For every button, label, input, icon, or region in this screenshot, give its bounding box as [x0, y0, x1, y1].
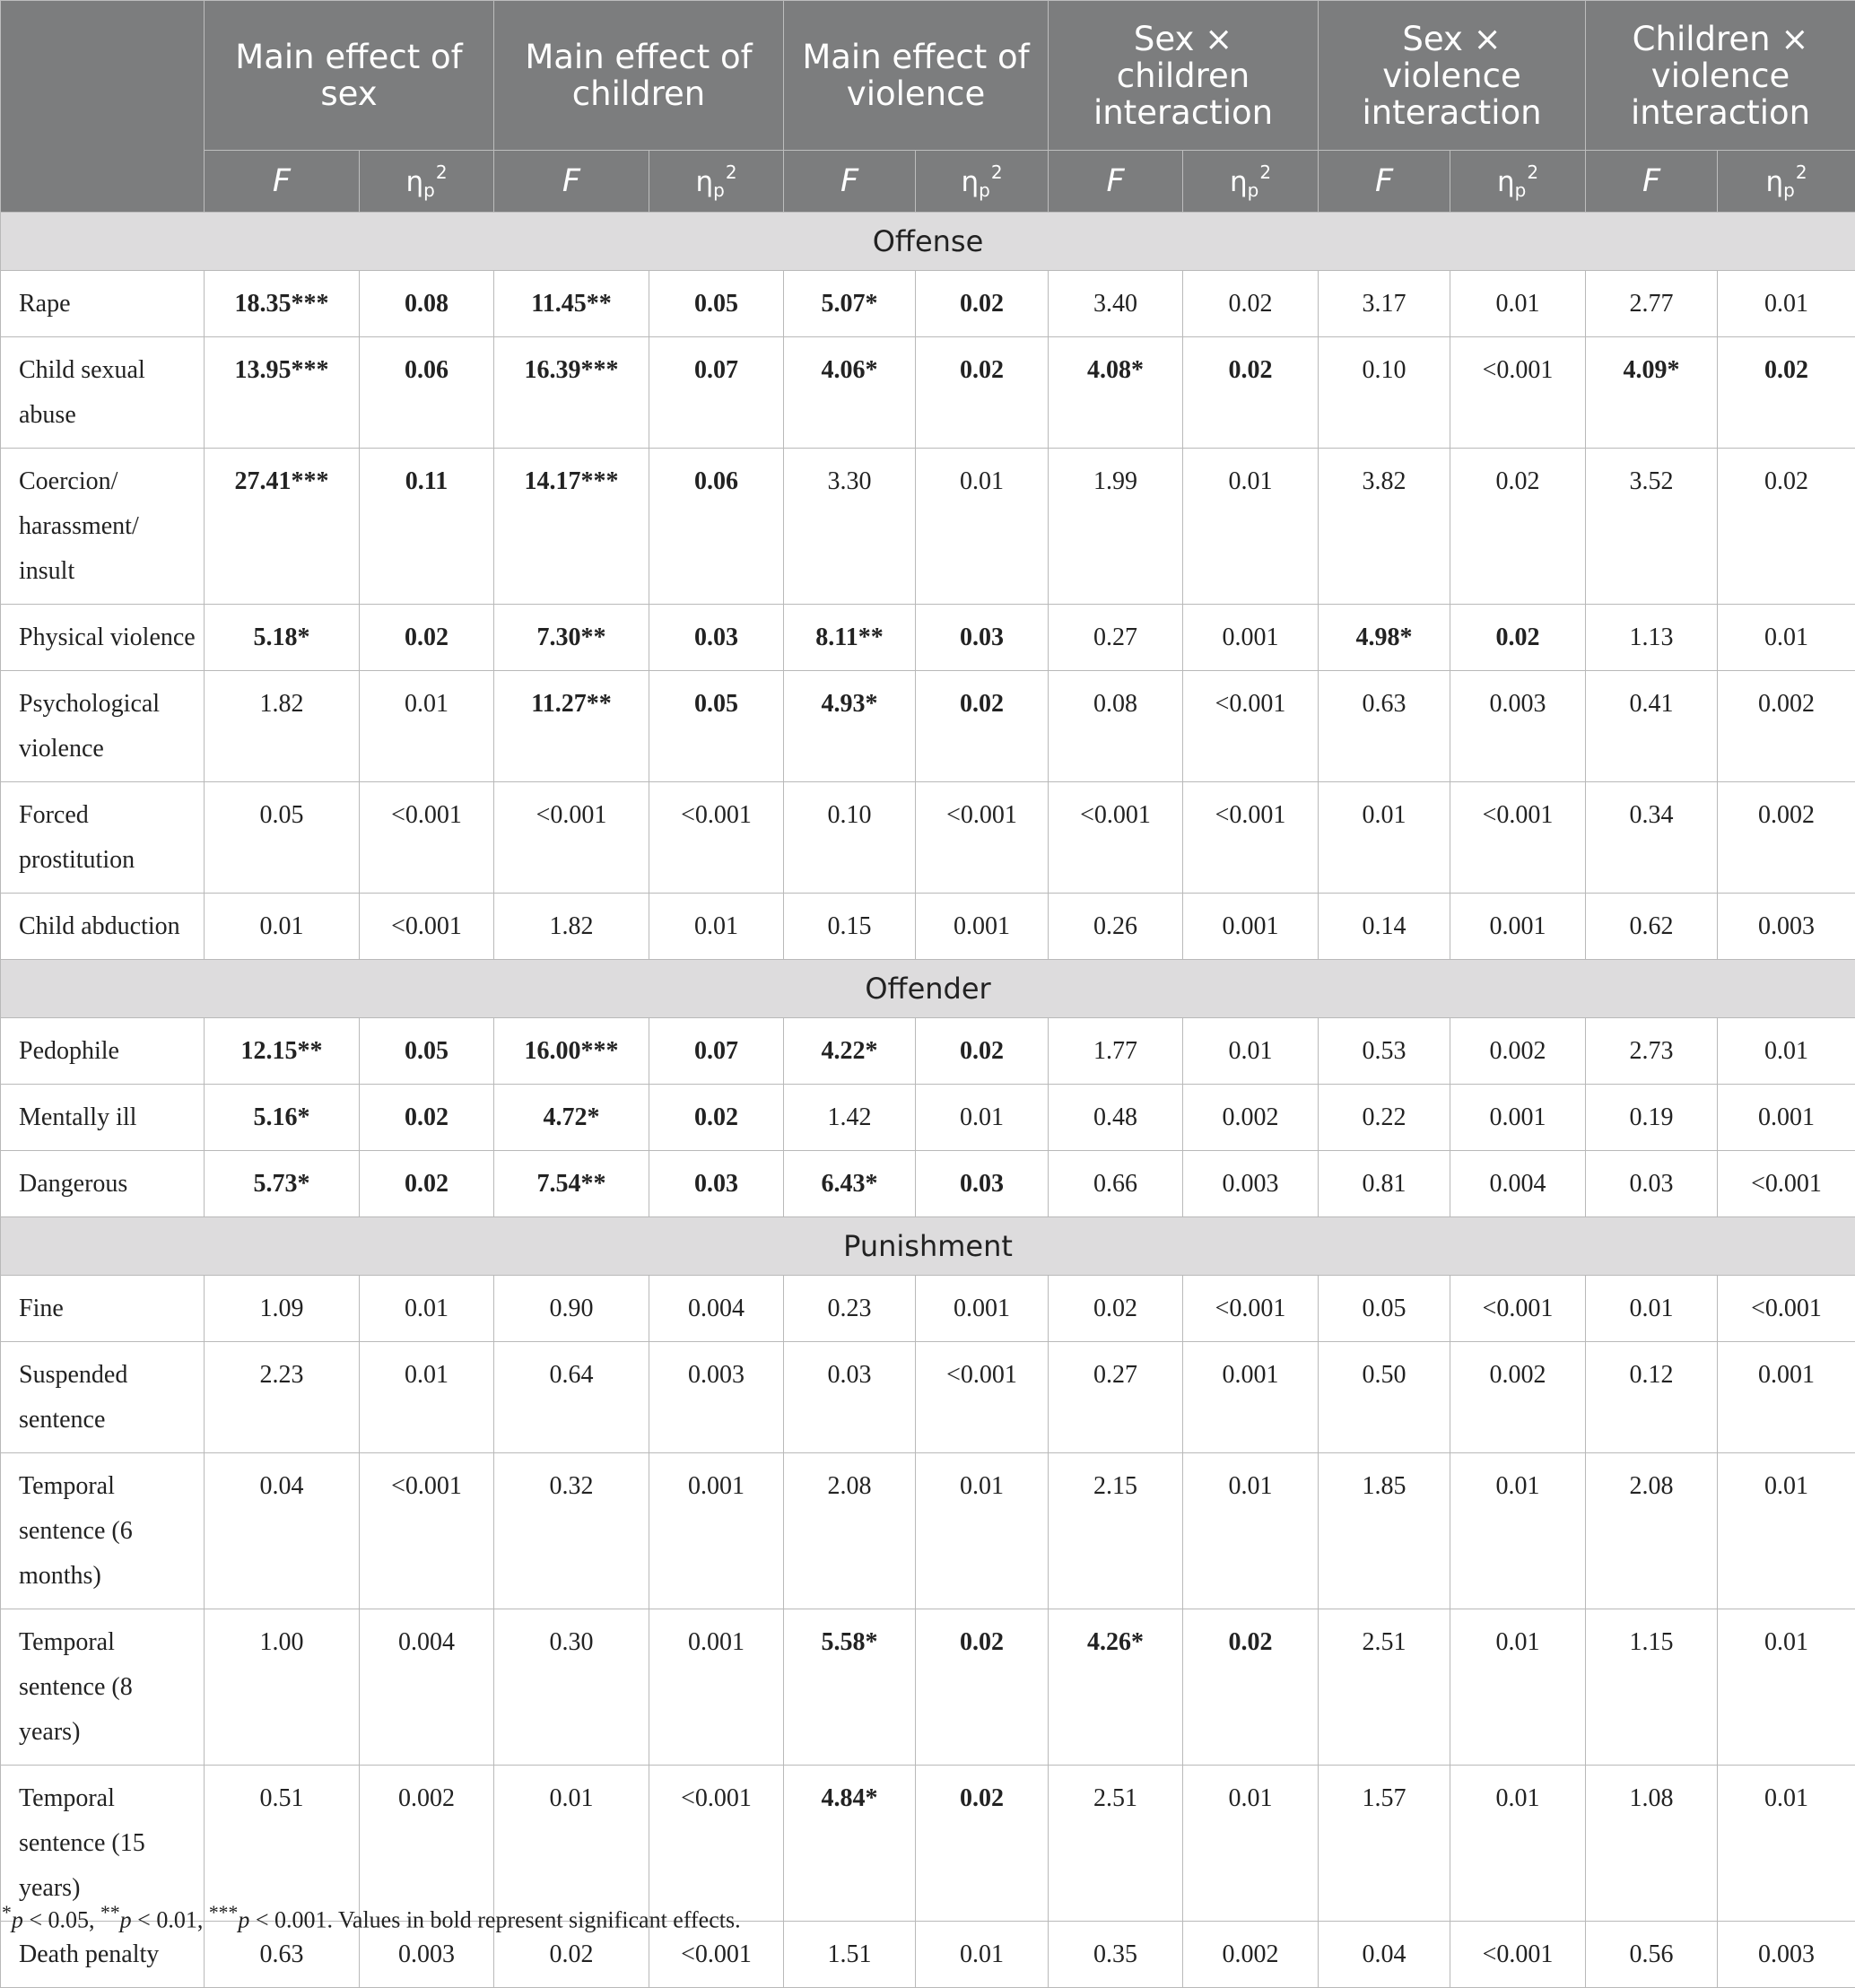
table-row: [1, 1453, 1855, 1609]
row-label: Rape: [1, 271, 205, 337]
partial-eta-squared-header: [649, 151, 784, 213]
eta-symbol: [1765, 166, 1807, 198]
eta-value-cell: 0.02: [916, 671, 1049, 782]
f-value-cell: <0.001: [1049, 782, 1183, 894]
f-value-cell: 0.04: [1319, 1922, 1450, 1988]
eta-value-cell: 0.02: [1718, 337, 1855, 449]
eta-value-cell: 0.01: [916, 1453, 1049, 1609]
f-value-cell: 0.03: [1586, 1151, 1718, 1217]
eta-value-cell: 0.002: [1183, 1922, 1319, 1988]
f-value-cell: 3.82: [1319, 449, 1450, 605]
eta-value-cell: 0.02: [916, 1609, 1049, 1766]
footnote-p: p: [120, 1907, 132, 1933]
eta-value-cell: 0.002: [1183, 1085, 1319, 1151]
f-value-cell: 0.62: [1586, 894, 1718, 960]
f-value-cell: 0.53: [1319, 1018, 1450, 1085]
f-value-cell: 1.15: [1586, 1609, 1718, 1766]
f-value-cell: 7.54**: [494, 1151, 649, 1217]
f-value-cell: 6.43*: [784, 1151, 916, 1217]
row-label: Psychological violence: [1, 671, 205, 782]
f-value-cell: 1.85: [1319, 1453, 1450, 1609]
f-value-cell: 0.03: [784, 1342, 916, 1453]
table-footnote: [0, 1902, 741, 1934]
eta-value-cell: <0.001: [360, 1453, 494, 1609]
eta-subscript: p: [1515, 179, 1527, 201]
row-label: Forced prostitution: [1, 782, 205, 894]
eta-value-cell: 0.001: [1183, 1342, 1319, 1453]
f-symbol: F: [840, 163, 858, 199]
row-label: Coercion/ harassment/ insult: [1, 449, 205, 605]
eta-value-cell: 0.003: [1718, 894, 1855, 960]
f-value-cell: 1.08: [1586, 1766, 1718, 1922]
f-symbol: F: [1642, 163, 1660, 199]
f-value-cell: 4.26*: [1049, 1609, 1183, 1766]
f-value-cell: 0.12: [1586, 1342, 1718, 1453]
f-value-cell: 4.22*: [784, 1018, 916, 1085]
eta-value-cell: 0.02: [1718, 449, 1855, 605]
eta-subscript: p: [1248, 179, 1259, 201]
eta-subscript: p: [423, 179, 435, 201]
f-value-cell: 0.63: [1319, 671, 1450, 782]
f-value-cell: 11.27**: [494, 671, 649, 782]
eta-value-cell: 0.002: [1718, 671, 1855, 782]
eta-value-cell: 0.003: [1718, 1922, 1855, 1988]
eta-value-cell: 0.03: [649, 605, 784, 671]
f-value-cell: 4.98*: [1319, 605, 1450, 671]
partial-eta-squared-header: [1718, 151, 1855, 213]
eta-value-cell: 0.02: [360, 605, 494, 671]
eta-value-cell: <0.001: [649, 782, 784, 894]
f-value-cell: 1.82: [205, 671, 360, 782]
eta-value-cell: <0.001: [1450, 337, 1586, 449]
f-value-cell: 2.77: [1586, 271, 1718, 337]
eta-value-cell: 0.001: [1718, 1085, 1855, 1151]
eta-value-cell: 0.02: [916, 1018, 1049, 1085]
eta-value-cell: <0.001: [1450, 782, 1586, 894]
f-value-cell: 2.51: [1049, 1766, 1183, 1922]
eta-value-cell: 0.001: [1183, 894, 1319, 960]
table-row: [1, 894, 1855, 960]
eta-value-cell: <0.001: [649, 1766, 784, 1922]
eta-letter: η: [405, 166, 423, 198]
footnote-symbol: ***: [209, 1902, 238, 1923]
eta-value-cell: 0.001: [1450, 1085, 1586, 1151]
table-row: [1, 271, 1855, 337]
f-statistic-header: [1586, 151, 1718, 213]
eta-superscript: 2: [436, 161, 448, 183]
f-value-cell: 0.08: [1049, 671, 1183, 782]
eta-value-cell: 0.004: [360, 1609, 494, 1766]
eta-value-cell: 0.003: [649, 1342, 784, 1453]
f-value-cell: 0.22: [1319, 1085, 1450, 1151]
f-value-cell: 1.99: [1049, 449, 1183, 605]
table-row: [1, 1609, 1855, 1766]
eta-value-cell: 0.01: [916, 1922, 1049, 1988]
f-value-cell: 0.48: [1049, 1085, 1183, 1151]
eta-value-cell: 0.01: [1183, 1766, 1319, 1922]
eta-value-cell: <0.001: [649, 1922, 784, 1988]
eta-value-cell: 0.01: [1183, 1018, 1319, 1085]
eta-value-cell: 0.03: [649, 1151, 784, 1217]
eta-value-cell: 0.002: [360, 1766, 494, 1922]
eta-value-cell: 0.01: [1450, 271, 1586, 337]
eta-superscript: 2: [1527, 161, 1538, 183]
eta-value-cell: 0.11: [360, 449, 494, 605]
f-value-cell: 1.42: [784, 1085, 916, 1151]
f-symbol: F: [273, 163, 291, 199]
f-value-cell: 1.77: [1049, 1018, 1183, 1085]
eta-value-cell: 0.001: [649, 1453, 784, 1609]
table-header: [1, 1, 1855, 213]
f-value-cell: 0.14: [1319, 894, 1450, 960]
f-value-cell: 0.41: [1586, 671, 1718, 782]
f-value-cell: 2.23: [205, 1342, 360, 1453]
group-header-row: [1, 1, 1855, 151]
f-value-cell: 1.82: [494, 894, 649, 960]
f-value-cell: 0.26: [1049, 894, 1183, 960]
eta-letter: η: [1765, 166, 1783, 198]
column-group-header: Main effect of violence: [784, 1, 1049, 151]
f-value-cell: 3.17: [1319, 271, 1450, 337]
f-value-cell: 14.17***: [494, 449, 649, 605]
f-value-cell: 0.15: [784, 894, 916, 960]
eta-value-cell: <0.001: [1450, 1276, 1586, 1342]
f-value-cell: 2.15: [1049, 1453, 1183, 1609]
table-row: [1, 337, 1855, 449]
f-value-cell: 0.01: [494, 1766, 649, 1922]
f-value-cell: 0.05: [205, 782, 360, 894]
row-label: Physical violence: [1, 605, 205, 671]
footnote-text: < 0.01,: [132, 1907, 209, 1933]
f-value-cell: 0.50: [1319, 1342, 1450, 1453]
eta-value-cell: 0.02: [360, 1151, 494, 1217]
f-value-cell: 0.05: [1319, 1276, 1450, 1342]
f-value-cell: 0.10: [1319, 337, 1450, 449]
eta-letter: η: [695, 166, 713, 198]
f-value-cell: 0.90: [494, 1276, 649, 1342]
eta-value-cell: 0.003: [360, 1922, 494, 1988]
eta-value-cell: 0.03: [916, 1151, 1049, 1217]
f-value-cell: 0.10: [784, 782, 916, 894]
partial-eta-squared-header: [916, 151, 1049, 213]
column-group-header: Children × violence interaction: [1586, 1, 1855, 151]
f-value-cell: 0.81: [1319, 1151, 1450, 1217]
footnote-text: < 0.001. Values in bold represent significant effects.: [249, 1907, 740, 1933]
f-value-cell: 2.08: [1586, 1453, 1718, 1609]
eta-value-cell: 0.06: [649, 449, 784, 605]
f-value-cell: 0.02: [1049, 1276, 1183, 1342]
f-value-cell: 0.27: [1049, 605, 1183, 671]
partial-eta-squared-header: [1183, 151, 1319, 213]
f-value-cell: 0.04: [205, 1453, 360, 1609]
f-symbol: F: [1375, 163, 1393, 199]
f-value-cell: 1.13: [1586, 605, 1718, 671]
row-label: Temporal sentence (6 months): [1, 1453, 205, 1609]
footnote-p: p: [238, 1907, 249, 1933]
eta-value-cell: 0.02: [360, 1085, 494, 1151]
table-row: [1, 1766, 1855, 1922]
f-value-cell: 0.01: [1319, 782, 1450, 894]
f-statistic-header: [205, 151, 360, 213]
eta-superscript: 2: [991, 161, 1003, 183]
column-group-header: Main effect of sex: [205, 1, 494, 151]
eta-value-cell: 0.01: [1718, 605, 1855, 671]
eta-value-cell: 0.003: [1450, 671, 1586, 782]
eta-superscript: 2: [726, 161, 737, 183]
eta-value-cell: <0.001: [1183, 782, 1319, 894]
eta-value-cell: <0.001: [360, 782, 494, 894]
eta-value-cell: 0.01: [1450, 1453, 1586, 1609]
eta-symbol: [695, 166, 736, 198]
f-value-cell: 4.08*: [1049, 337, 1183, 449]
eta-value-cell: <0.001: [1718, 1276, 1855, 1342]
footnote-symbol: *: [2, 1902, 12, 1923]
column-group-header: Main effect of children: [494, 1, 784, 151]
table-row: [1, 782, 1855, 894]
f-value-cell: 16.39***: [494, 337, 649, 449]
eta-value-cell: 0.05: [649, 271, 784, 337]
header-corner: [1, 1, 205, 213]
eta-value-cell: 0.002: [1450, 1018, 1586, 1085]
f-value-cell: 5.58*: [784, 1609, 916, 1766]
eta-value-cell: 0.01: [1718, 1609, 1855, 1766]
f-value-cell: 4.72*: [494, 1085, 649, 1151]
f-value-cell: 0.27: [1049, 1342, 1183, 1453]
eta-value-cell: 0.05: [360, 1018, 494, 1085]
row-label: Mentally ill: [1, 1085, 205, 1151]
f-value-cell: 5.16*: [205, 1085, 360, 1151]
column-group-header: Sex × violence interaction: [1319, 1, 1586, 151]
eta-symbol: [405, 166, 447, 198]
eta-value-cell: 0.02: [1450, 605, 1586, 671]
f-symbol: F: [562, 163, 580, 199]
f-statistic-header: [784, 151, 916, 213]
section-label: Punishment: [1, 1217, 1855, 1276]
f-value-cell: <0.001: [494, 782, 649, 894]
eta-value-cell: 0.01: [649, 894, 784, 960]
table-body: [1, 213, 1855, 1988]
f-value-cell: 12.15**: [205, 1018, 360, 1085]
f-value-cell: 13.95***: [205, 337, 360, 449]
eta-letter: η: [1497, 166, 1515, 198]
row-label: Temporal sentence (8 years): [1, 1609, 205, 1766]
f-value-cell: 0.01: [205, 894, 360, 960]
table-row: [1, 1276, 1855, 1342]
f-value-cell: 8.11**: [784, 605, 916, 671]
eta-value-cell: 0.001: [1450, 894, 1586, 960]
eta-letter: η: [1230, 166, 1248, 198]
eta-value-cell: <0.001: [1183, 671, 1319, 782]
eta-value-cell: 0.01: [1450, 1609, 1586, 1766]
f-value-cell: 1.00: [205, 1609, 360, 1766]
eta-value-cell: 0.07: [649, 1018, 784, 1085]
f-value-cell: 5.07*: [784, 271, 916, 337]
eta-superscript: 2: [1796, 161, 1807, 183]
row-label: Temporal sentence (15 years): [1, 1766, 205, 1922]
eta-value-cell: 0.08: [360, 271, 494, 337]
eta-symbol: [1230, 166, 1271, 198]
eta-value-cell: 0.02: [1450, 449, 1586, 605]
f-value-cell: 18.35***: [205, 271, 360, 337]
f-value-cell: 0.34: [1586, 782, 1718, 894]
eta-value-cell: 0.02: [1183, 1609, 1319, 1766]
f-value-cell: 4.09*: [1586, 337, 1718, 449]
f-value-cell: 0.51: [205, 1766, 360, 1922]
eta-value-cell: 0.01: [1718, 1453, 1855, 1609]
f-value-cell: 0.56: [1586, 1922, 1718, 1988]
section-row: [1, 960, 1855, 1018]
f-value-cell: 2.08: [784, 1453, 916, 1609]
eta-value-cell: 0.01: [360, 1342, 494, 1453]
f-value-cell: 0.30: [494, 1609, 649, 1766]
eta-value-cell: 0.002: [1718, 782, 1855, 894]
f-value-cell: 7.30**: [494, 605, 649, 671]
eta-value-cell: 0.03: [916, 605, 1049, 671]
f-value-cell: 5.73*: [205, 1151, 360, 1217]
eta-symbol: [1497, 166, 1538, 198]
eta-subscript: p: [1783, 179, 1795, 201]
f-statistic-header: [1049, 151, 1183, 213]
f-value-cell: 3.52: [1586, 449, 1718, 605]
row-label: Fine: [1, 1276, 205, 1342]
eta-value-cell: 0.001: [1183, 605, 1319, 671]
eta-value-cell: 0.001: [916, 894, 1049, 960]
f-value-cell: 1.51: [784, 1922, 916, 1988]
eta-value-cell: 0.01: [1183, 449, 1319, 605]
row-label: Child sexual abuse: [1, 337, 205, 449]
stat-header-row: [1, 151, 1855, 213]
f-value-cell: 5.18*: [205, 605, 360, 671]
table-row: [1, 1151, 1855, 1217]
f-value-cell: 2.51: [1319, 1609, 1450, 1766]
table-row: [1, 449, 1855, 605]
row-label: Death penalty: [1, 1922, 205, 1988]
table-row: [1, 1018, 1855, 1085]
eta-subscript: p: [713, 179, 725, 201]
f-value-cell: 4.84*: [784, 1766, 916, 1922]
eta-value-cell: 0.01: [360, 1276, 494, 1342]
f-value-cell: 0.64: [494, 1342, 649, 1453]
f-value-cell: 4.93*: [784, 671, 916, 782]
eta-value-cell: <0.001: [916, 782, 1049, 894]
eta-value-cell: 0.004: [649, 1276, 784, 1342]
eta-value-cell: 0.004: [1450, 1151, 1586, 1217]
section-label: Offense: [1, 213, 1855, 271]
f-value-cell: 0.19: [1586, 1085, 1718, 1151]
f-value-cell: 0.66: [1049, 1151, 1183, 1217]
eta-value-cell: 0.001: [649, 1609, 784, 1766]
f-statistic-header: [1319, 151, 1450, 213]
eta-value-cell: 0.003: [1183, 1151, 1319, 1217]
eta-value-cell: 0.001: [1718, 1342, 1855, 1453]
eta-value-cell: 0.02: [649, 1085, 784, 1151]
row-label: Suspended sentence: [1, 1342, 205, 1453]
f-value-cell: 2.73: [1586, 1018, 1718, 1085]
eta-superscript: 2: [1259, 161, 1271, 183]
row-label: Pedophile: [1, 1018, 205, 1085]
footnote-text: < 0.05,: [23, 1907, 100, 1933]
f-value-cell: 3.40: [1049, 271, 1183, 337]
table-row: [1, 671, 1855, 782]
table-row: [1, 1342, 1855, 1453]
footnote-symbol: **: [100, 1902, 120, 1923]
section-row: [1, 1217, 1855, 1276]
partial-eta-squared-header: [1450, 151, 1586, 213]
eta-value-cell: <0.001: [1450, 1922, 1586, 1988]
table-row: [1, 605, 1855, 671]
eta-value-cell: 0.02: [916, 337, 1049, 449]
f-value-cell: 0.35: [1049, 1922, 1183, 1988]
eta-value-cell: 0.001: [916, 1276, 1049, 1342]
eta-value-cell: 0.02: [1183, 271, 1319, 337]
eta-value-cell: 0.07: [649, 337, 784, 449]
section-label: Offender: [1, 960, 1855, 1018]
eta-letter: η: [961, 166, 979, 198]
eta-value-cell: 0.06: [360, 337, 494, 449]
row-label: Child abduction: [1, 894, 205, 960]
footnote-p: p: [12, 1907, 23, 1933]
f-value-cell: 1.57: [1319, 1766, 1450, 1922]
eta-value-cell: <0.001: [1718, 1151, 1855, 1217]
partial-eta-squared-header: [360, 151, 494, 213]
section-row: [1, 213, 1855, 271]
f-symbol: F: [1106, 163, 1124, 199]
eta-value-cell: 0.002: [1450, 1342, 1586, 1453]
f-value-cell: 1.09: [205, 1276, 360, 1342]
table-row: [1, 1085, 1855, 1151]
eta-subscript: p: [979, 179, 990, 201]
f-value-cell: 16.00***: [494, 1018, 649, 1085]
eta-value-cell: 0.05: [649, 671, 784, 782]
f-value-cell: 0.63: [205, 1922, 360, 1988]
eta-value-cell: 0.01: [1450, 1766, 1586, 1922]
row-label: Dangerous: [1, 1151, 205, 1217]
f-statistic-header: [494, 151, 649, 213]
eta-value-cell: 0.01: [1718, 1766, 1855, 1922]
f-value-cell: 3.30: [784, 449, 916, 605]
eta-symbol: [961, 166, 1002, 198]
f-value-cell: 11.45**: [494, 271, 649, 337]
column-group-header: Sex × children interaction: [1049, 1, 1319, 151]
eta-value-cell: 0.02: [916, 271, 1049, 337]
f-value-cell: 4.06*: [784, 337, 916, 449]
eta-value-cell: 0.02: [916, 1766, 1049, 1922]
eta-value-cell: 0.01: [916, 1085, 1049, 1151]
f-value-cell: 0.23: [784, 1276, 916, 1342]
eta-value-cell: <0.001: [360, 894, 494, 960]
eta-value-cell: 0.01: [1718, 1018, 1855, 1085]
eta-value-cell: 0.01: [360, 671, 494, 782]
f-value-cell: 0.02: [494, 1922, 649, 1988]
eta-value-cell: 0.01: [1183, 1453, 1319, 1609]
f-value-cell: 0.01: [1586, 1276, 1718, 1342]
eta-value-cell: 0.01: [1718, 271, 1855, 337]
eta-value-cell: <0.001: [1183, 1276, 1319, 1342]
eta-value-cell: <0.001: [916, 1342, 1049, 1453]
f-value-cell: 27.41***: [205, 449, 360, 605]
eta-value-cell: 0.01: [916, 449, 1049, 605]
eta-value-cell: 0.02: [1183, 337, 1319, 449]
f-value-cell: 0.32: [494, 1453, 649, 1609]
